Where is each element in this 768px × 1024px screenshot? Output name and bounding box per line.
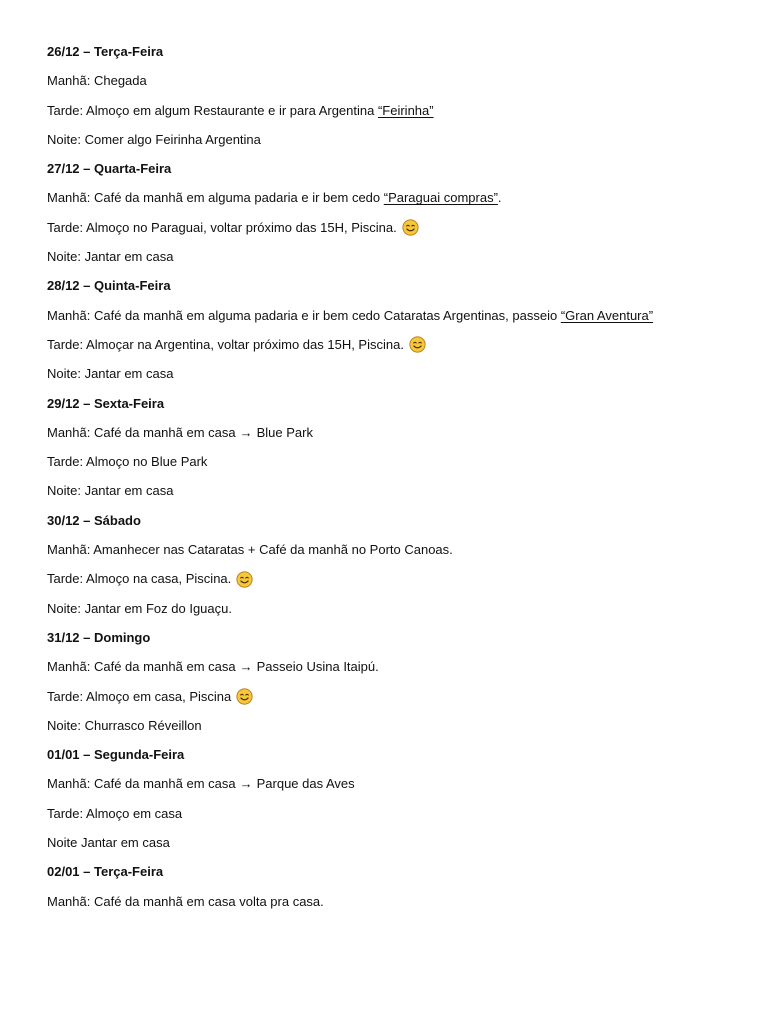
morning-destination: Blue Park [256, 424, 313, 440]
afternoon-text: Tarde: Almoço na casa, Piscina. [47, 571, 232, 587]
right-arrow-icon: → [239, 659, 253, 675]
morning-line [47, 657, 747, 677]
smiling-face-icon [236, 688, 253, 705]
day-header: 29/12 – Sexta-Feira [47, 395, 165, 411]
itinerary-document [47, 42, 747, 921]
day-header: 31/12 – Domingo [47, 629, 151, 645]
day-header: 27/12 – Quarta-Feira [47, 161, 172, 177]
day-header: 02/01 – Terça-Feira [47, 864, 164, 880]
day-header: 01/01 – Segunda-Feira [47, 747, 185, 763]
gran-aventura-link: “Gran Aventura” [560, 307, 654, 323]
morning-line: Manhã: Amanhecer nas Cataratas + Café da manhã no Porto Canoas. [47, 542, 453, 558]
morning-destination: Parque das Aves [256, 776, 355, 792]
night-line: Noite: Jantar em casa [47, 366, 174, 382]
afternoon-line [47, 569, 747, 589]
morning-line [47, 774, 747, 794]
day-header: 28/12 – Quinta-Feira [47, 278, 171, 294]
morning-text: Manhã: Café da manhã em alguma padaria e ir bem cedo [47, 190, 384, 206]
afternoon-line [47, 335, 747, 355]
night-line: Noite: Jantar em Foz do Iguaçu. [47, 600, 232, 616]
night-line: Noite Jantar em casa [47, 835, 170, 851]
morning-line [47, 188, 747, 208]
afternoon-line: Tarde: Almoço em casa [47, 805, 183, 821]
morning-text: Manhã: Café da manhã em casa [47, 659, 236, 675]
afternoon-text: Tarde: Almoço no Paraguai, voltar próximo das 15H, Piscina. [47, 219, 397, 235]
morning-destination: Passeio Usina Itaipú. [256, 659, 379, 675]
night-line: Noite: Comer algo Feirinha Argentina [47, 131, 261, 147]
right-arrow-icon: → [239, 424, 253, 440]
night-line: Noite: Churrasco Réveillon [47, 717, 202, 733]
morning-text: Manhã: Café da manhã em alguma padaria e ir bem cedo Cataratas Argentinas, passeio [47, 307, 561, 323]
morning-line [47, 306, 747, 326]
morning-text: Manhã: Café da manhã em casa [47, 424, 236, 440]
afternoon-text: Tarde: Almoço em algum Restaurante e ir para Argentina [47, 102, 378, 118]
morning-line: Manhã: Chegada [47, 73, 147, 89]
morning-line: Manhã: Café da manhã em casa volta pra casa. [47, 893, 324, 909]
morning-period: . [497, 190, 502, 206]
smiling-face-icon [236, 571, 253, 588]
afternoon-line [47, 218, 747, 238]
day-header: 30/12 – Sábado [47, 512, 141, 528]
right-arrow-icon: → [239, 776, 253, 792]
morning-text: Manhã: Café da manhã em casa [47, 776, 236, 792]
smiling-face-icon [402, 219, 419, 236]
night-line: Noite: Jantar em casa [47, 483, 174, 499]
feirinha-link: “Feirinha” [377, 102, 434, 118]
afternoon-text: Tarde: Almoçar na Argentina, voltar próximo das 15H, Piscina. [47, 336, 404, 352]
morning-line [47, 423, 747, 443]
afternoon-line: Tarde: Almoço no Blue Park [47, 454, 208, 470]
paraguai-compras-link: “Paraguai compras” [383, 190, 498, 206]
day-header: 26/12 – Terça-Feira [47, 44, 164, 59]
smiling-face-icon [409, 336, 426, 353]
night-line: Noite: Jantar em casa [47, 249, 174, 265]
afternoon-text: Tarde: Almoço em casa, Piscina [47, 688, 232, 704]
afternoon-line [47, 687, 747, 707]
afternoon-line [47, 101, 747, 121]
